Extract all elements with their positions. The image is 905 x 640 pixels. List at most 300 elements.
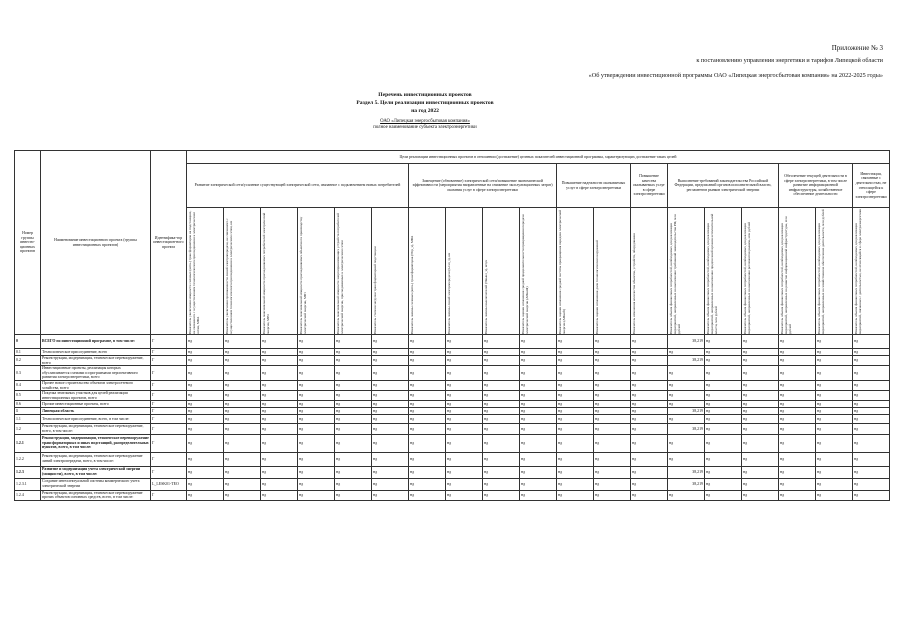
- value-cell: нд: [520, 452, 557, 466]
- value-cell: нд: [816, 408, 853, 415]
- value-cell: нд: [631, 380, 668, 390]
- value-cell: нд: [298, 391, 335, 401]
- value-cell: нд: [705, 401, 742, 408]
- value-cell: нд: [594, 490, 631, 500]
- value-cell: нд: [187, 434, 224, 452]
- row-number-cell: 0.3: [15, 366, 41, 381]
- value-cell: нд: [520, 466, 557, 478]
- value-cell: нд: [742, 434, 779, 452]
- sub-header-10: [557, 208, 594, 335]
- value-cell: нд: [779, 349, 816, 356]
- value-cell: нд: [779, 408, 816, 415]
- row-number-cell: 0.6: [15, 401, 41, 408]
- value-cell: нд: [557, 415, 594, 424]
- row-number-cell: 0.4: [15, 380, 41, 390]
- value-cell: нд: [446, 415, 483, 424]
- value-cell: нд: [557, 478, 594, 490]
- value-cell: нд: [631, 424, 668, 434]
- investment-table: [14, 150, 890, 501]
- value-cell: нд: [742, 466, 779, 478]
- value-cell: нд: [705, 466, 742, 478]
- value-cell: нд: [594, 391, 631, 401]
- value-cell: нд: [853, 434, 890, 452]
- row-name-cell: Прочие инвестиционные проекты, всего: [41, 401, 151, 408]
- row-name-cell: Реконструкция, модернизация, техническое перевооружение, всего, в том числе:: [41, 424, 151, 434]
- value-cell: нд: [446, 366, 483, 381]
- sub-header-17: [816, 208, 853, 335]
- value-cell: нд: [557, 434, 594, 452]
- value-cell: нд: [372, 401, 409, 408]
- value-cell: нд: [668, 366, 705, 381]
- value-cell: нд: [483, 478, 520, 490]
- value-cell: нд: [520, 366, 557, 381]
- value-cell: нд: [224, 401, 261, 408]
- value-cell: нд: [520, 349, 557, 356]
- value-cell: нд: [483, 391, 520, 401]
- value-cell: нд: [631, 490, 668, 500]
- value-cell: нд: [816, 415, 853, 424]
- value-cell: нд: [335, 380, 372, 390]
- sub-header-2: [261, 208, 298, 335]
- value-cell: нд: [409, 478, 446, 490]
- value-cell: нд: [853, 408, 890, 415]
- value-cell: нд: [298, 424, 335, 434]
- value-cell: нд: [483, 349, 520, 356]
- table-row: [15, 380, 890, 390]
- sub-header-text: Показатель объема финансовых потребностей, необходимых для реализации мероприятий, направленных на хозяйственное обеспечение деятельности, млн рублей: [817, 209, 825, 334]
- value-cell: нд: [779, 434, 816, 452]
- value-cell: нд: [668, 349, 705, 356]
- value-cell: нд: [631, 366, 668, 381]
- row-id-cell: Г: [151, 366, 187, 381]
- table-row: [15, 424, 890, 434]
- value-cell: нд: [631, 356, 668, 366]
- value-cell: нд: [298, 356, 335, 366]
- table-row: [15, 466, 890, 478]
- value-cell: нд: [816, 366, 853, 381]
- value-cell: нд: [557, 490, 594, 500]
- value-cell: нд: [335, 466, 372, 478]
- value-cell: нд: [261, 401, 298, 408]
- value-cell: нд: [779, 415, 816, 424]
- value-cell: нд: [520, 434, 557, 452]
- sub-header-text: Показатель замены линий электропередачи (Lлэп_з), км: [447, 252, 451, 334]
- value-cell: нд: [853, 466, 890, 478]
- value-cell: нд: [298, 466, 335, 478]
- value-cell: нд: [853, 452, 890, 466]
- row-number-cell: 1.2.2: [15, 452, 41, 466]
- row-id-cell: Г: [151, 391, 187, 401]
- value-cell: нд: [742, 401, 779, 408]
- value-cell: нд: [705, 490, 742, 500]
- value-cell: нд: [520, 356, 557, 366]
- value-cell: нд: [409, 434, 446, 452]
- value-cell: нд: [409, 391, 446, 401]
- table-row: [15, 335, 890, 349]
- value-cell: нд: [446, 424, 483, 434]
- value-cell: нд: [409, 356, 446, 366]
- value-cell: нд: [261, 356, 298, 366]
- value-cell: нд: [409, 490, 446, 500]
- value-cell: нд: [224, 478, 261, 490]
- appendix-label: Приложение № 3: [831, 44, 883, 52]
- row-id-cell: Г: [151, 424, 187, 434]
- value-cell: нд: [372, 452, 409, 466]
- row-name-cell: Реконструкция, модернизация, техническое перевооружение линий электропередачи, всего, в том числе:: [41, 452, 151, 466]
- table-row: [15, 490, 890, 500]
- value-cell: нд: [557, 424, 594, 434]
- sub-header-3: [298, 208, 335, 335]
- value-cell: нд: [335, 434, 372, 452]
- value-cell: нд: [261, 366, 298, 381]
- value-cell: нд: [668, 452, 705, 466]
- value-cell: нд: [742, 366, 779, 381]
- value-cell-highlight: 38,219: [668, 408, 705, 415]
- value-cell-highlight: 38,219: [668, 478, 705, 490]
- value-cell: нд: [705, 356, 742, 366]
- row-name-cell: Технологическое присоединение, всего, в том числе:: [41, 415, 151, 424]
- value-cell: нд: [335, 415, 372, 424]
- value-cell: нд: [520, 424, 557, 434]
- value-cell: нд: [409, 349, 446, 356]
- value-cell: нд: [261, 349, 298, 356]
- value-cell: нд: [816, 452, 853, 466]
- value-cell: нд: [372, 424, 409, 434]
- decree-label: к постановлению управления энергетики и тарифов Липецкой области: [696, 57, 883, 64]
- sub-header-text: Показатель максимальной мощности присоединяемых потребителей электрической энергии, МВт: [262, 212, 270, 334]
- value-cell: нд: [446, 466, 483, 478]
- col-number-header: Номер группы инвести-ционных проектов: [15, 151, 41, 335]
- value-cell: нд: [705, 452, 742, 466]
- value-cell: нд: [779, 335, 816, 349]
- value-cell: нд: [705, 415, 742, 424]
- value-cell: нд: [705, 391, 742, 401]
- value-cell: нд: [446, 408, 483, 415]
- value-cell: нд: [631, 478, 668, 490]
- value-cell: нд: [261, 391, 298, 401]
- row-id-cell: Г: [151, 356, 187, 366]
- title-block: [300, 91, 550, 115]
- value-cell: нд: [557, 366, 594, 381]
- sub-header-14: [705, 208, 742, 335]
- row-number-cell: 1.2.4: [15, 490, 41, 500]
- value-cell: нд: [224, 434, 261, 452]
- value-cell: нд: [261, 490, 298, 500]
- sub-header-text: Показатель замены выключателей (Nвыкл_з), штук: [484, 259, 488, 334]
- table-row: [15, 434, 890, 452]
- row-id-cell: Г: [151, 434, 187, 452]
- value-cell: нд: [187, 401, 224, 408]
- value-cell: нд: [483, 490, 520, 500]
- value-cell: нд: [705, 380, 742, 390]
- program-label: «Об утверждении инвестиционной программы ОАО «Липецкая энергосбытовая компания» на 2022-2025 годы»: [588, 72, 883, 79]
- row-name-cell: Реконструкция, модернизация, техническое перевооружение, всего: [41, 356, 151, 366]
- value-cell: нд: [557, 391, 594, 401]
- value-cell: нд: [335, 391, 372, 401]
- row-name-cell: Прочее новое строительство объектов электросетевого хозяйства, всего: [41, 380, 151, 390]
- row-name-cell: Технологическое присоединение, всего: [41, 349, 151, 356]
- group-header-4: Выполнение требований законодательства Российской Федерации, предписаний органов исполнительной власти, регламентов рынков электрической энергии: [668, 164, 779, 208]
- value-cell: нд: [779, 452, 816, 466]
- value-cell: нд: [224, 391, 261, 401]
- row-name-cell: Реконструкция, модернизация, техническое перевооружение прочих объектов основных средств, всего, в том числе:: [41, 490, 151, 500]
- sub-header-text: Показатель объема финансовых потребностей, необходимых для реализации мероприятий, направленных на выполнение регламентов рынков, млн рублей: [743, 221, 751, 334]
- value-cell: нд: [816, 401, 853, 408]
- value-cell: нд: [261, 335, 298, 349]
- value-cell: нд: [520, 490, 557, 500]
- value-cell: нд: [446, 452, 483, 466]
- value-cell: нд: [594, 335, 631, 349]
- value-cell: нд: [705, 424, 742, 434]
- value-cell: нд: [742, 424, 779, 434]
- value-cell: нд: [705, 434, 742, 452]
- row-id-cell: Г: [151, 490, 187, 500]
- value-cell: нд: [631, 391, 668, 401]
- value-cell: нд: [483, 424, 520, 434]
- value-cell: нд: [668, 490, 705, 500]
- value-cell: нд: [298, 478, 335, 490]
- value-cell: нд: [853, 391, 890, 401]
- row-name-cell: ВСЕГО по инвестиционной программе, в том числе:: [41, 335, 151, 349]
- value-cell: нд: [779, 356, 816, 366]
- value-cell: нд: [187, 424, 224, 434]
- value-cell: нд: [187, 335, 224, 349]
- sub-header-text: Показатель объема финансовых потребностей, необходимых для реализации мероприятий, направленных на выполнение предписаний органов исполнительной власти, млн рублей: [706, 213, 718, 334]
- value-cell: нд: [742, 380, 779, 390]
- value-cell: нд: [224, 335, 261, 349]
- value-cell: нд: [261, 424, 298, 434]
- table-row: [15, 349, 890, 356]
- value-cell: нд: [520, 415, 557, 424]
- value-cell: нд: [668, 391, 705, 401]
- value-cell: нд: [668, 415, 705, 424]
- row-id-cell: Г: [151, 408, 187, 415]
- value-cell: нд: [557, 380, 594, 390]
- value-cell: нд: [483, 415, 520, 424]
- value-cell: нд: [187, 478, 224, 490]
- value-cell: нд: [483, 366, 520, 381]
- row-id-cell: Г: [151, 380, 187, 390]
- value-cell: нд: [224, 356, 261, 366]
- value-cell: нд: [224, 349, 261, 356]
- row-number-cell: 0.1: [15, 349, 41, 356]
- value-cell: нд: [853, 401, 890, 408]
- value-cell: нд: [187, 408, 224, 415]
- value-cell: нд: [261, 415, 298, 424]
- row-number-cell: 1.2.3: [15, 466, 41, 478]
- value-cell: нд: [372, 466, 409, 478]
- value-cell: нд: [483, 434, 520, 452]
- sub-header-18: [853, 208, 890, 335]
- group-header-3: Повышение качества оказываемых услуг в сфере электроэнергетики: [631, 164, 668, 208]
- group-header-5: Обеспечение текущей деятельности в сфере электроэнергетики, в том числе развитие информационной инфраструктуры, хозяйственное обеспечение деятельности: [779, 164, 853, 208]
- value-cell: нд: [853, 366, 890, 381]
- row-name-cell: Липецкая область: [41, 408, 151, 415]
- value-cell: нд: [594, 401, 631, 408]
- value-cell: нд: [779, 391, 816, 401]
- value-cell: нд: [483, 380, 520, 390]
- value-cell: нд: [520, 391, 557, 401]
- value-cell: нд: [520, 478, 557, 490]
- value-cell: нд: [372, 490, 409, 500]
- value-cell: нд: [594, 424, 631, 434]
- value-cell-highlight: 38,219: [668, 466, 705, 478]
- value-cell: нд: [853, 349, 890, 356]
- sub-header-text: Показатель оценки изменения доли технологических нарушений: [595, 240, 599, 334]
- col-name-header: Наименование инвестиционного проекта (группы инвестиционных проектов): [41, 151, 151, 335]
- sub-header-13: [668, 208, 705, 335]
- value-cell: нд: [668, 434, 705, 452]
- org-name: ОАО «Липецкая энергосбытовая компания»: [380, 119, 470, 124]
- value-cell: нд: [446, 380, 483, 390]
- row-name-cell: Покупка земельных участков для целей реализации инвестиционных проектов, всего: [41, 391, 151, 401]
- value-cell: нд: [557, 466, 594, 478]
- sub-header-text: Показатель оценки изменения средней продолжительности прекращения передачи электрической энергии (ΔПsaidi): [521, 214, 529, 334]
- table-row: [15, 366, 890, 381]
- row-id-cell: L_LESK01-TEO: [151, 478, 187, 490]
- value-cell: нд: [816, 335, 853, 349]
- value-cell: нд: [705, 335, 742, 349]
- title-line3: на год 2022: [411, 108, 439, 114]
- sub-header-text: Показатель максимальной мощности энергопринимающих устройств потребителей электрической энергии, присоединяемых к электрическим сетям: [336, 213, 344, 334]
- value-cell: нд: [631, 401, 668, 408]
- org-block: [300, 119, 550, 131]
- sub-header-6: [409, 208, 446, 335]
- row-number-cell: 0.5: [15, 391, 41, 401]
- value-cell: нд: [779, 366, 816, 381]
- value-cell: нд: [372, 478, 409, 490]
- top-group-header: Цели реализации инвестиционных проектов в отношении (достижение) целевых показателей инвестиционной программы, характеризующих достижение таких целей: [187, 151, 890, 164]
- row-number-cell: 1: [15, 408, 41, 415]
- value-cell: нд: [594, 356, 631, 366]
- value-cell: нд: [298, 335, 335, 349]
- row-id-cell: Г: [151, 349, 187, 356]
- value-cell: нд: [853, 380, 890, 390]
- row-number-cell: 1.2.1: [15, 434, 41, 452]
- title-line2: Раздел 5. Цели реализации инвестиционных проектов: [356, 100, 494, 106]
- value-cell-highlight: 38,219: [668, 356, 705, 366]
- value-cell: нд: [779, 478, 816, 490]
- table-row: [15, 356, 890, 366]
- row-id-cell: Г: [151, 335, 187, 349]
- value-cell: нд: [483, 452, 520, 466]
- value-cell: нд: [446, 478, 483, 490]
- value-cell: нд: [853, 424, 890, 434]
- value-cell: нд: [483, 408, 520, 415]
- value-cell: нд: [483, 401, 520, 408]
- sub-header-7: [446, 208, 483, 335]
- value-cell: нд: [742, 490, 779, 500]
- value-cell: нд: [409, 408, 446, 415]
- value-cell: нд: [446, 434, 483, 452]
- value-cell: нд: [779, 424, 816, 434]
- value-cell: нд: [187, 380, 224, 390]
- sub-header-text: Показатель оценки изменения средней частоты прекращения передачи электрической энергии (ΔПsaifi): [558, 209, 566, 334]
- value-cell: нд: [631, 415, 668, 424]
- row-name-cell: Реконструкция, модернизация, техническое перевооружение трансформаторных и иных подстанций, распределительных пунктов, всего, в том числе:: [41, 434, 151, 452]
- value-cell: нд: [631, 466, 668, 478]
- value-cell: нд: [409, 401, 446, 408]
- value-cell: нд: [224, 466, 261, 478]
- value-cell: нд: [372, 335, 409, 349]
- sub-header-11: [594, 208, 631, 335]
- value-cell: нд: [742, 391, 779, 401]
- value-cell: нд: [742, 356, 779, 366]
- table-row: [15, 478, 890, 490]
- value-cell: нд: [261, 452, 298, 466]
- value-cell: нд: [816, 434, 853, 452]
- value-cell: нд: [224, 380, 261, 390]
- value-cell: нд: [742, 452, 779, 466]
- value-cell: нд: [816, 466, 853, 478]
- value-cell: нд: [631, 349, 668, 356]
- value-cell: нд: [335, 356, 372, 366]
- value-cell: нд: [853, 415, 890, 424]
- value-cell: нд: [409, 424, 446, 434]
- group-header-1: Замещение (обновление) электрической сети/повышение экономической эффективности (мероприятия направленные на снижение эксплуатационных затрат) оказания услуг в сфере электроэнергетики: [409, 164, 557, 208]
- value-cell: нд: [261, 478, 298, 490]
- value-cell: нд: [224, 424, 261, 434]
- value-cell: нд: [298, 380, 335, 390]
- table-row: [15, 452, 890, 466]
- row-name-cell: Создание интеллектуальной системы коммерческого учета электрической энергии: [41, 478, 151, 490]
- value-cell: нд: [187, 391, 224, 401]
- value-cell: нд: [335, 424, 372, 434]
- value-cell: нд: [335, 490, 372, 500]
- row-id-cell: Г: [151, 401, 187, 408]
- value-cell: нд: [742, 335, 779, 349]
- value-cell: нд: [261, 380, 298, 390]
- value-cell: нд: [594, 434, 631, 452]
- value-cell: нд: [187, 366, 224, 381]
- value-cell: нд: [557, 401, 594, 408]
- value-cell: нд: [816, 380, 853, 390]
- value-cell: нд: [779, 401, 816, 408]
- value-cell: нд: [557, 335, 594, 349]
- sub-header-8: [483, 208, 520, 335]
- value-cell: нд: [446, 391, 483, 401]
- value-cell: нд: [483, 356, 520, 366]
- row-number-cell: 1.2: [15, 424, 41, 434]
- org-caption: полное наименование субъекта электроэнергетики: [373, 125, 477, 130]
- value-cell: нд: [224, 415, 261, 424]
- value-cell: нд: [372, 415, 409, 424]
- value-cell-highlight: 38,219: [668, 424, 705, 434]
- value-cell: нд: [853, 490, 890, 500]
- group-header-2: Повышение надежности оказываемых услуг в сфере электроэнергетики: [557, 164, 631, 208]
- value-cell: нд: [557, 408, 594, 415]
- sub-header-text: Показатель увеличения мощности силовых (авто-) трансформаторов на подстанциях, не связанного с осуществлением технологического присоединения к электрическим сетям, МВА: [188, 210, 200, 334]
- value-cell: нд: [594, 466, 631, 478]
- table-row: [15, 415, 890, 424]
- value-cell: нд: [335, 478, 372, 490]
- table-row: [15, 408, 890, 415]
- value-cell: нд: [816, 490, 853, 500]
- value-cell: нд: [187, 356, 224, 366]
- value-cell: нд: [372, 349, 409, 356]
- value-cell: нд: [705, 408, 742, 415]
- value-cell: нд: [520, 408, 557, 415]
- sub-header-text: Показатель объема финансовых потребностей, необходимых для реализации мероприятий, связанных с деятельностью, не относящейся к сфере электроэнергетики: [854, 208, 862, 334]
- row-number-cell: 1.2.3.1: [15, 478, 41, 490]
- value-cell: нд: [705, 366, 742, 381]
- value-cell: нд: [335, 349, 372, 356]
- value-cell: нд: [335, 366, 372, 381]
- group-header-0: Развитие электрической сети/усиление существующей электрической сети, связанное с подключением новых потребителей: [187, 164, 409, 208]
- value-cell: нд: [594, 452, 631, 466]
- value-cell: нд: [446, 335, 483, 349]
- value-cell: нд: [742, 415, 779, 424]
